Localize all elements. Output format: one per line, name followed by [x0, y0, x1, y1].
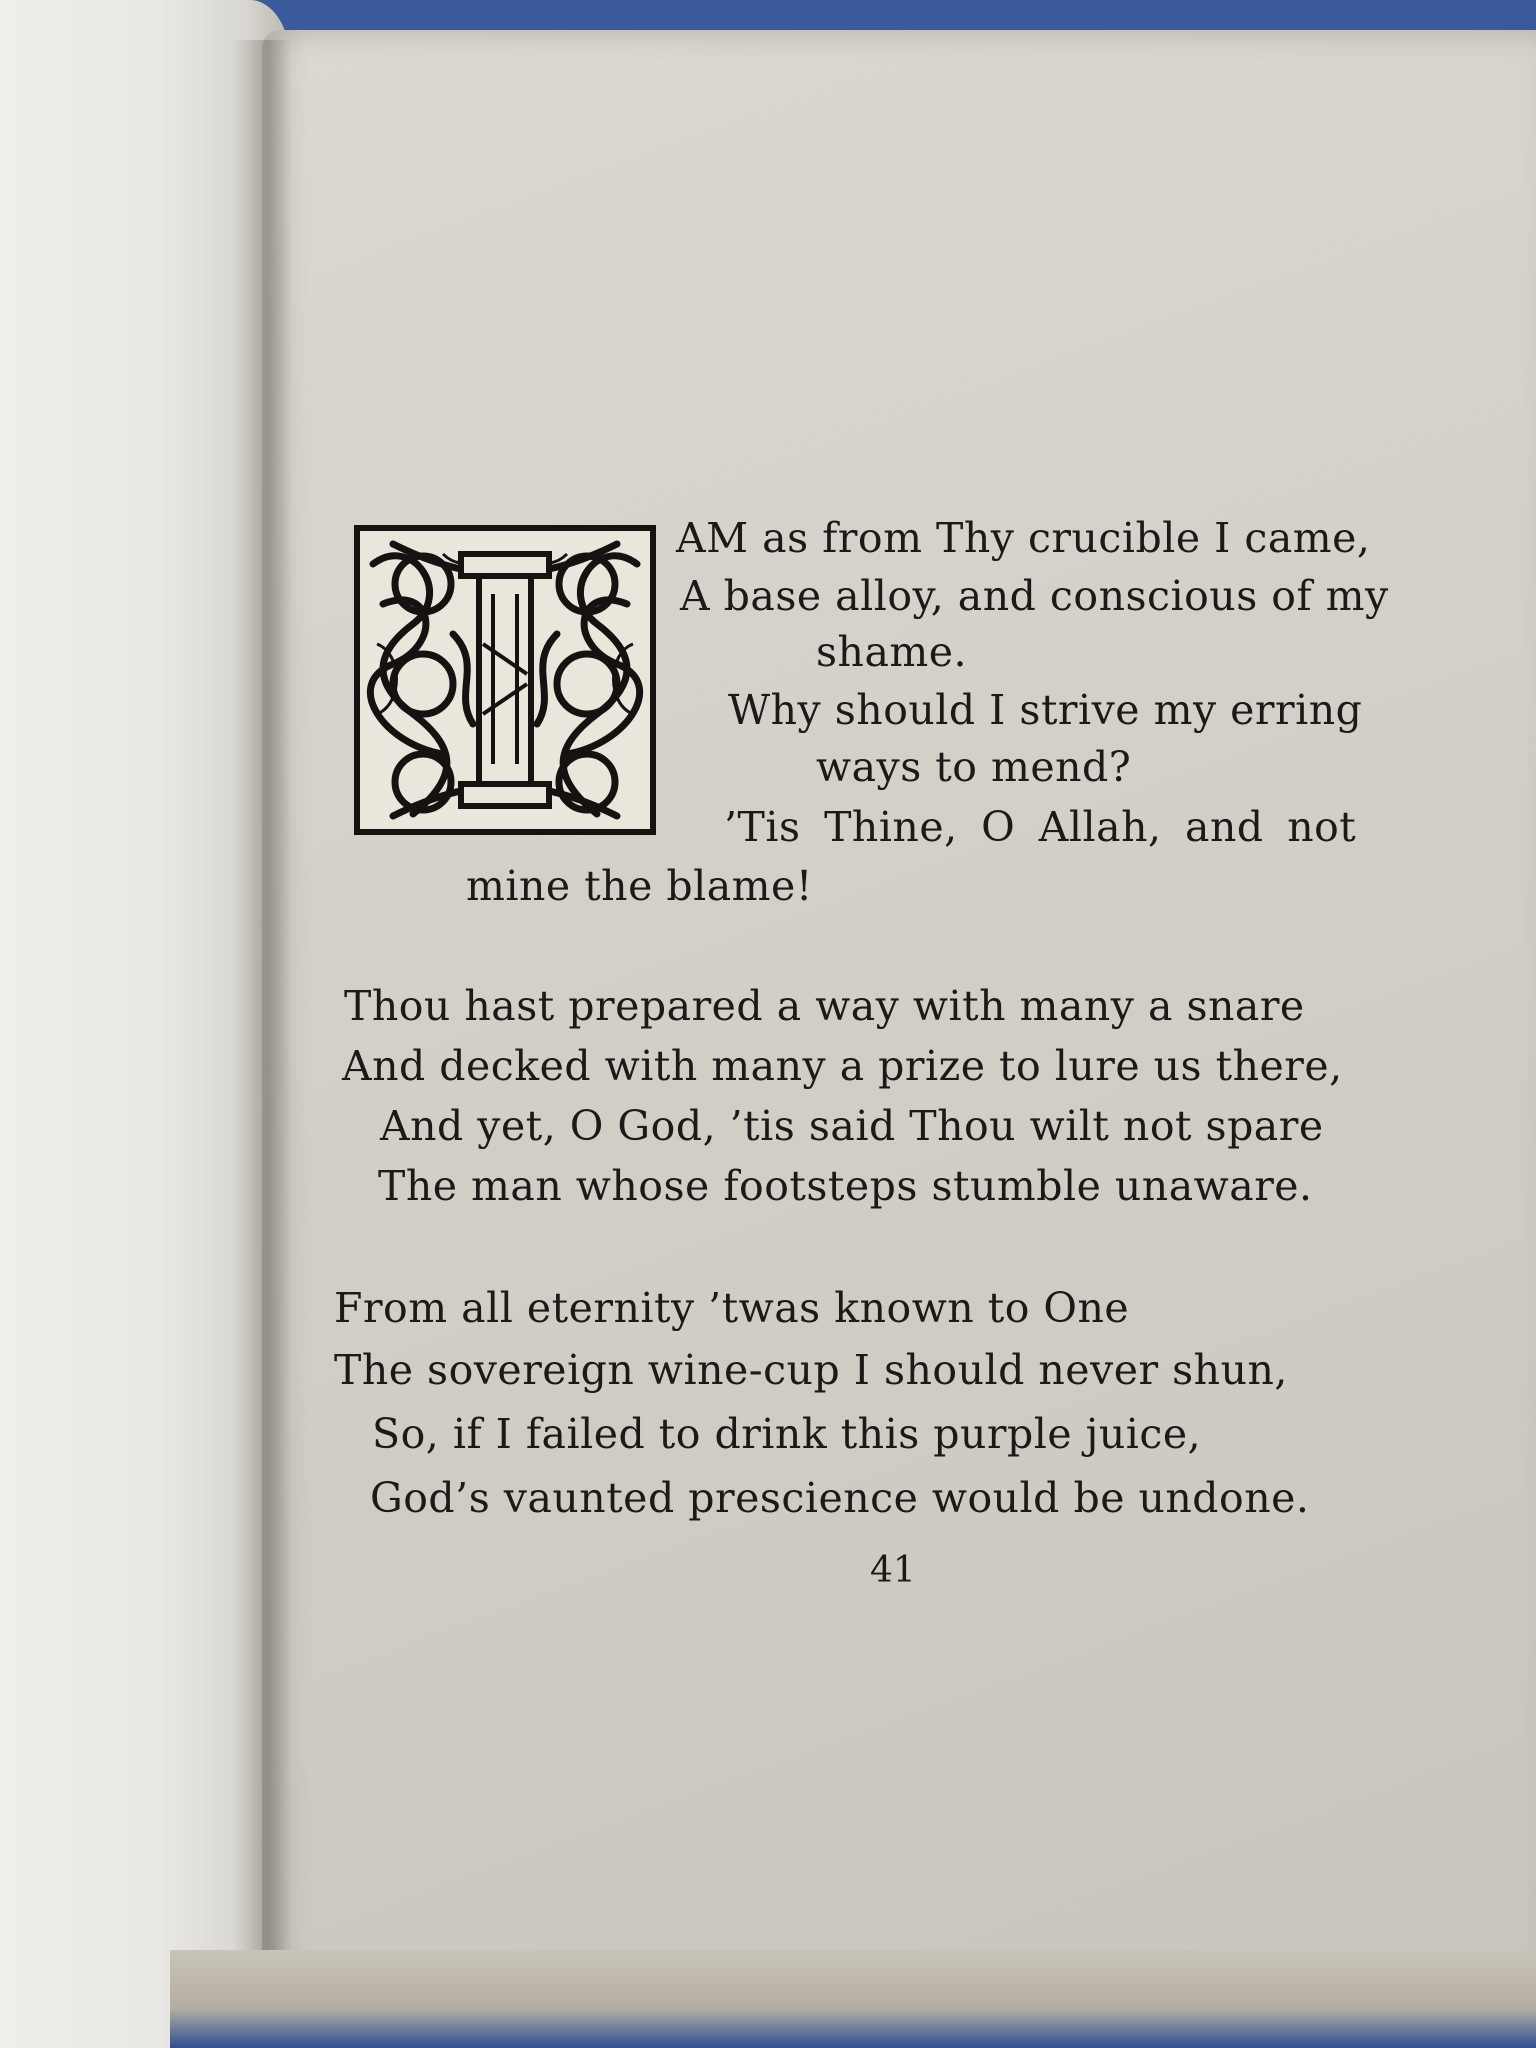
stanza-3-line-2: The sovereign wine-cup I should never shun,	[334, 1346, 1288, 1394]
stanza-1-line-1: AM as from Thy crucible I came,	[676, 514, 1371, 562]
stanza-2-line-3: And yet, O God, ’tis said Thou wilt not spare	[380, 1102, 1324, 1150]
stanza-2-line-4: The man whose footsteps stumble unaware.	[378, 1162, 1313, 1210]
page-bottom-edge	[170, 1950, 1536, 2048]
stanza-3-line-3: So, if I failed to drink this purple juice,	[372, 1410, 1202, 1458]
stanza-1-line-5: ways to mend?	[816, 743, 1132, 791]
decorated-initial-i	[353, 524, 657, 836]
stanza-1-line-7: mine the blame!	[466, 862, 813, 910]
stanza-2-line-2: And decked with many a prize to lure us there,	[342, 1042, 1343, 1090]
page-gutter	[232, 40, 292, 2020]
stanza-1-line-4: Why should I strive my erring	[728, 686, 1363, 734]
stanza-1-line-6: ’Tis Thine, O Allah, and not	[724, 803, 1357, 851]
stanza-3-line-1: From all eternity ’twas known to One	[334, 1284, 1130, 1332]
page-number: 41	[870, 1550, 916, 1591]
stanza-3-line-4: God’s vaunted prescience would be undone.	[370, 1474, 1310, 1522]
stanza-1-line-2: A base alloy, and conscious of my	[680, 572, 1389, 620]
stanza-1-line-3: shame.	[816, 628, 968, 676]
stanza-2-line-1: Thou hast prepared a way with many a snare	[344, 982, 1305, 1030]
